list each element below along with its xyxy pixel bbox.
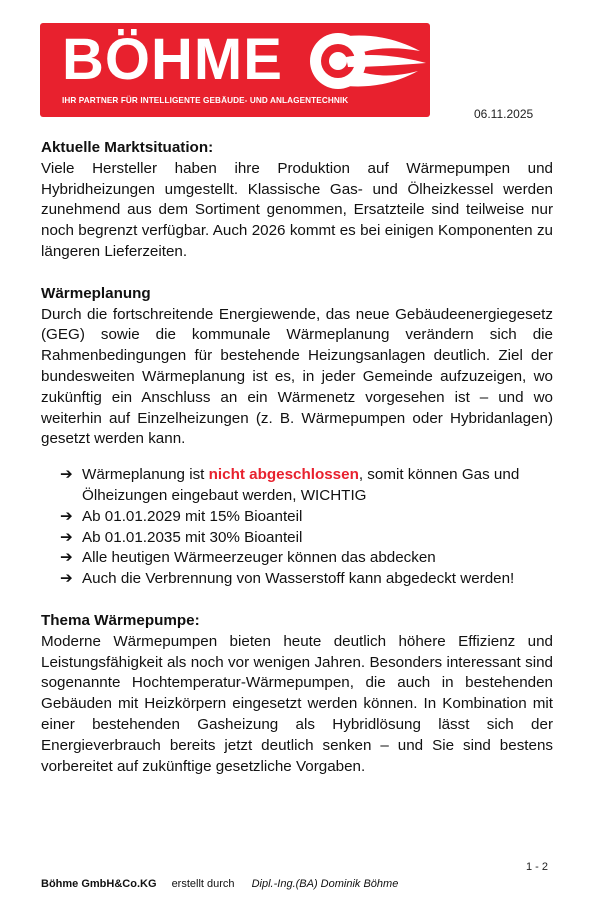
company-logo [40, 23, 430, 117]
bullet-text: , somit können Gas und Ölheizungen eingebaut werden, WICHTIG [82, 466, 520, 504]
footer-author: Dipl.-Ing.(BA) Dominik Böhme [251, 878, 399, 890]
bullet-text: Wärmeplanung ist [82, 466, 209, 484]
list-item [60, 507, 553, 528]
list-item [60, 548, 553, 569]
list-item [60, 528, 553, 549]
planning-bullet-list [41, 465, 553, 590]
bullet-text: Ab 01.01.2029 mit 15% Bioanteil [82, 507, 303, 525]
market-heading: Aktuelle Marktsituation: [41, 139, 214, 156]
flame-icon [308, 27, 428, 95]
highlight-text: nicht abgeschlossen [208, 466, 359, 484]
heatpump-paragraph: Moderne Wärmepumpen bieten heute deutlich höhere Effizienz und Leistungsfähigkeit als noch vor wenigen Jahren. Besonders interessant sind sogenannte Hochtemperatur-Wärmepumpen, die auch in bestehenden Gebäuden mit Heizkörpern eingesetzt werden können. In Kombination mit einer bestehenden Gasheizung als Hybridlösung lässt sich der Energieverbrauch bereits jetzt deutlich senken – und Sie sind bestens vorbereitet auf zukünftige gesetzliche Vorgaben. [41, 632, 553, 775]
list-item [60, 569, 553, 590]
footer [41, 878, 398, 890]
arrow-right-icon: ➔ [60, 549, 73, 567]
market-paragraph: Viele Hersteller haben ihre Produktion auf Wärmepumpen und Hybridheizungen umgestellt. Klassische Gas- und Ölheizkessel werden zunehmend aus dem Sortiment genommen, Ersatzteile sind teilweise nur noch begrenzt verfügbar. Auch 2026 kommt es bei einigen Komponenten zu längeren Lieferzeiten. [41, 159, 553, 260]
arrow-right-icon: ➔ [60, 507, 73, 525]
logo-tagline: IHR PARTNER FÜR INTELLIGENTE GEBÄUDE- UND ANLAGENTECHNIK [62, 96, 349, 105]
bullet-text: Ab 01.01.2035 mit 30% Bioanteil [82, 528, 303, 546]
planning-heading: Wärmeplanung [41, 284, 151, 302]
planning-paragraph: Durch die fortschreitende Energiewende, das neue Gebäudeenergiegesetz (GEG) sowie die kommunale Wärmeplanung verändern sich die Rahmenbedingungen für bestehende Heizungsanlagen deutlich. Ziel der bundesweiten Wärmeplanung ist es, in jeder Gemeinde aufzuzeigen, wo zukünftig ein Anschluss an ein Wärmenetz vorgesehen ist – und wo weiterhin auf Einzelheizungen (z. B. Wärmepumpen oder Hybridanlagen) gesetzt werden kann. [41, 305, 553, 448]
heatpump-heading: Thema Wärmepumpe: [41, 611, 200, 629]
arrow-right-icon: ➔ [60, 528, 73, 546]
letter-body [41, 138, 553, 777]
logo-name: BÖHME [62, 27, 283, 92]
bullet-text: Alle heutigen Wärmeerzeuger können das abdecken [82, 549, 436, 567]
arrow-right-icon: ➔ [60, 466, 73, 484]
arrow-right-icon: ➔ [60, 570, 73, 588]
document-date: 06.11.2025 [474, 107, 534, 121]
list-item [60, 465, 553, 507]
footer-created-by: erstellt durch [171, 878, 235, 890]
bullet-text: Auch die Verbrennung von Wasserstoff kann abgedeckt werden! [82, 570, 515, 588]
page-number: 1 - 2 [526, 861, 549, 873]
footer-company: Böhme GmbH&Co.KG [41, 878, 157, 890]
